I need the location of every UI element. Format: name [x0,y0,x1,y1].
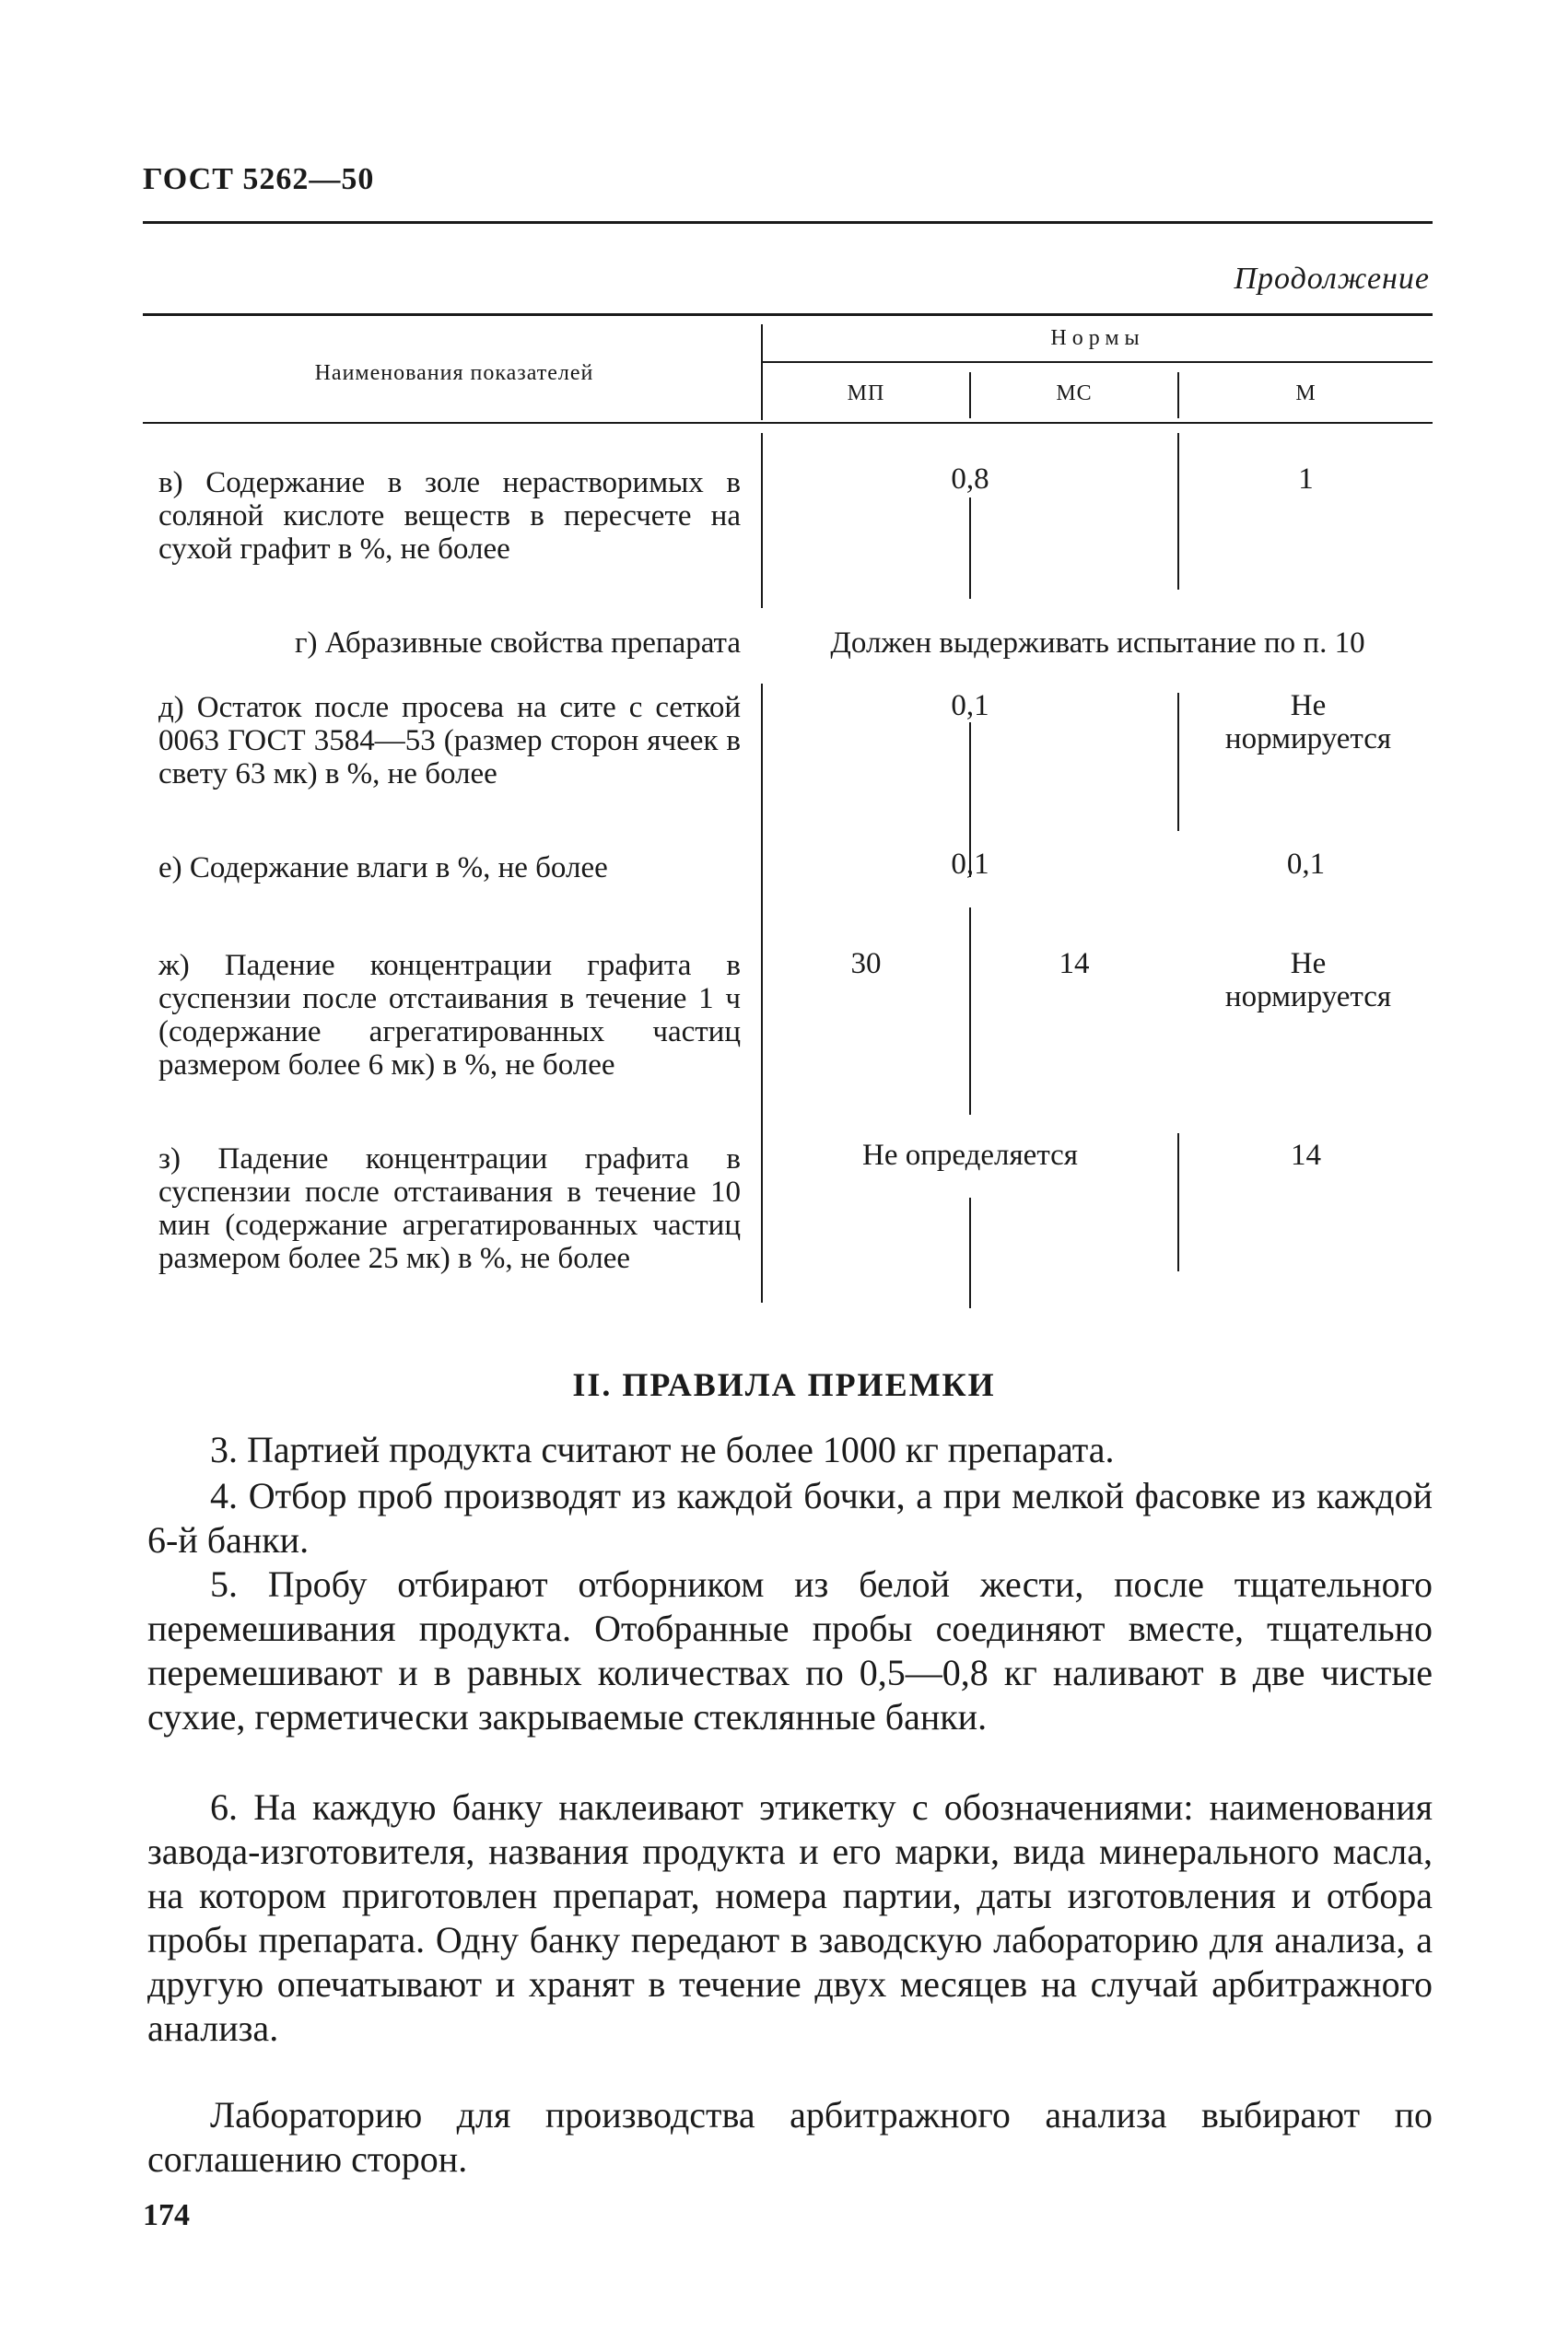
col-separator-body [761,684,763,1303]
table-row-name: в) Содержание в золе нерастворимых в соляной кислоте веществ в пересчете на сухой графит в %, не более [158,466,741,566]
table-cell-mp-ms: Не определяется [862,1139,1078,1172]
paragraph-4: 4. Отбор проб производят из каждой бочки, а при мелкой фасовке из каждой 6-й банки. [147,1475,1433,1561]
table-cell-span-all: Должен выдерживать испытание по п. 10 [830,626,1365,660]
paragraph-arbitration: Лабораторию для производства арбитражного анализа выбирают по соглашению сторон. [147,2094,1433,2180]
paragraph-6: 6. На каждую банку наклеивают этикетку с обозначениями: наименования завода-изготовителя, названия продукта и его марки, вида минерального масла, на котором приготовлен препарат, номера партии, даты изготовления и отбора пробы препарата. Одну банку передают в заводскую лабораторию для анализа, а другую опечатывают и хранят в течение двух месяцев на случай арбитражного анализа. [147,1786,1433,2049]
col-separator-ms-m [1177,433,1179,590]
table-cell-mp-ms: 0,1 [951,848,989,881]
table-row-name: з) Падение концентрации графита в суспензии после отстаивания в течение 10 мин (содержание агрегатированных частиц размером более 25 мк) в %, не более [158,1142,741,1275]
col-separator-body [761,433,763,608]
table-cell-m: 0,1 [1286,848,1326,881]
table-cell-m: 1 [1298,462,1314,496]
table-cell-mp-ms: 0,1 [951,689,989,722]
col-separator-ms-m [1177,693,1179,831]
header-rule [143,221,1433,224]
norms-header-rule [763,361,1433,363]
col-header-m: М [1295,381,1316,405]
col-header-mp: МП [847,381,885,405]
col-separator-mp-ms [969,1198,971,1308]
table-cell-mp-ms: 0,8 [951,462,989,496]
page-number: 174 [143,2198,190,2232]
table-header-bottom-rule [143,422,1433,424]
table-cell-m: Не нормируется [1224,689,1392,755]
paragraph-3: 3. Партией продукта считают не более 1000 кг препарата. [210,1429,1115,1470]
table-row-name: д) Остаток после просева на сите с сеткой 0063 ГОСТ 3584—53 (размер сторон ячеек в свету 63 мк) в %, не более [158,691,741,790]
col-separator-mp-ms [969,497,971,599]
table-row-name: г) Абразивные свойства препарата [294,626,741,660]
continued-label: Продолжение [1234,262,1430,296]
table-row-name: ж) Падение концентрации графита в суспензии после отстаивания в течение 1 ч (содержание агрегатированных частиц размером более 6 мк) в %, не более [158,949,741,1082]
paragraph-5: 5. Пробу отбирают отборником из белой жести, после тщательного перемешивания продукта. Отобранные пробы соединяют вместе, тщательно перемешивают и в равных количествах по 0,5—0,8 кг наливают в две чистые сухие, герметически закрываемые стеклянные банки. [147,1563,1433,1738]
col-header-ms: МС [1056,381,1093,405]
col-separator-mp-ms [969,907,971,1115]
table-cell-m: 14 [1291,1139,1321,1172]
table-top-rule [143,313,1433,316]
table-cell-mp: 30 [850,947,882,980]
col-header-name: Наименования показателей [314,361,594,385]
col-header-norms: Нормы [1050,326,1145,350]
table-cell-m: Не нормируется [1224,947,1392,1013]
table-cell-ms: 14 [1059,947,1090,980]
section-title: II. ПРАВИЛА ПРИЕМКИ [572,1366,996,1403]
table-row-name: е) Содержание влаги в %, не более [158,851,608,884]
document-code: ГОСТ 5262—50 [143,162,375,196]
